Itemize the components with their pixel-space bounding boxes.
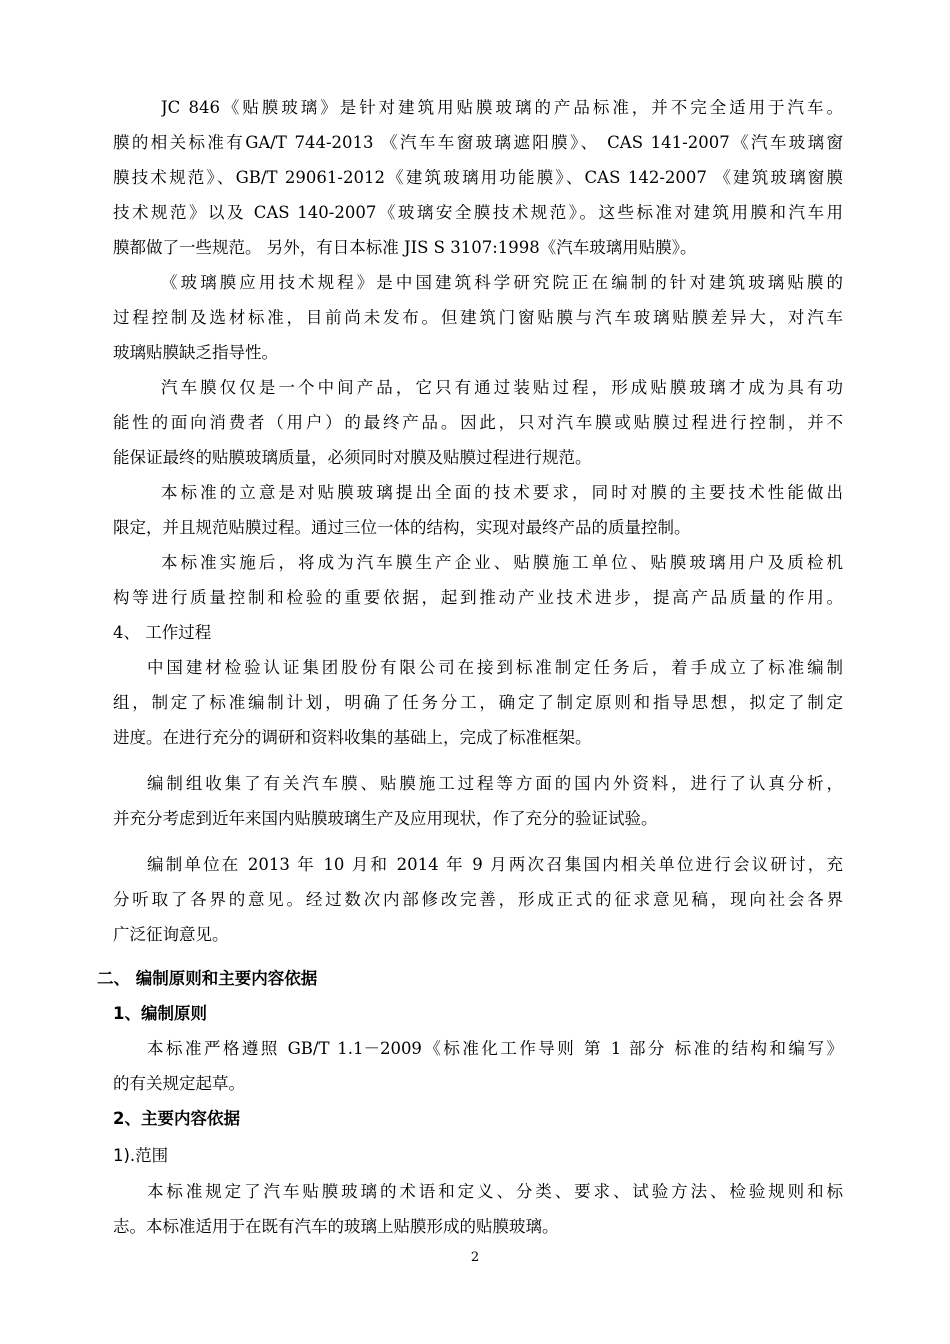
paragraph-line: JC 846《贴膜玻璃》是针对建筑用贴膜玻璃的产品标准，并不完全适用于汽车。 [161, 98, 843, 117]
paragraph-line: 志。本标准适用于在既有汽车的玻璃上贴膜形成的贴膜玻璃。 [113, 1217, 559, 1236]
subsection-heading: 1、编制原则 [113, 1004, 207, 1023]
paragraph-line: 进度。在进行充分的调研和资料收集的基础上，完成了标准框架。 [113, 728, 592, 747]
paragraph-line: 构等进行质量控制和检验的重要依据，起到推动产业技术进步，提高产品质量的作用。 [113, 588, 843, 607]
paragraph-line: 本标准严格遵照 GB/T 1.1－2009《标准化工作导则 第 1 部分 标准的结构和编写》 [147, 1039, 843, 1058]
paragraph-line: 玻璃贴膜缺乏指导性。 [113, 343, 278, 362]
paragraph-line: 《玻璃膜应用技术规程》是中国建筑科学研究院正在编制的针对建筑玻璃贴膜的 [161, 273, 843, 292]
paragraph-line: 编制单位在 2013 年 10 月和 2014 年 9 月两次召集国内相关单位进行会议研讨，充 [147, 855, 843, 874]
page-number: 2 [470, 1250, 480, 1265]
paragraph-line: 限定，并且规范贴膜过程。通过三位一体的结构，实现对最终产品的质量控制。 [113, 518, 691, 537]
paragraph-line: 膜的相关标准有GA/T 744-2013 《汽车车窗玻璃遮阳膜》、 CAS 141-2007《汽车玻璃窗 [113, 133, 843, 152]
paragraph-line: 能保证最终的贴膜玻璃质量，必须同时对膜及贴膜过程进行规范。 [113, 448, 592, 467]
paragraph-line: 组，制定了标准编制计划，明确了任务分工，确定了制定原则和指导思想，拟定了制定 [113, 693, 843, 712]
paragraph-line: 编制组收集了有关汽车膜、贴膜施工过程等方面的国内外资料，进行了认真分析， [147, 774, 843, 793]
paragraph-line: 的有关规定起草。 [113, 1074, 245, 1093]
item-heading: 1).范围 [113, 1146, 169, 1165]
paragraph-line: 广泛征询意见。 [113, 925, 229, 944]
paragraph-line: 本标准规定了汽车贴膜玻璃的术语和定义、分类、要求、试验方法、检验规则和标 [147, 1182, 843, 1201]
paragraph-line: 膜都做了一些规范。 另外，有日本标准 JIS S 3107:1998《汽车玻璃用贴膜》。 [113, 238, 697, 257]
subsection-heading: 2、主要内容依据 [113, 1109, 240, 1128]
paragraph-line: 过程控制及选材标准，目前尚未发布。但建筑门窗贴膜与汽车玻璃贴膜差异大，对汽车 [113, 308, 843, 327]
paragraph-line: 汽车膜仅仅是一个中间产品，它只有通过装贴过程，形成贴膜玻璃才成为具有功 [161, 378, 843, 397]
paragraph-line: 本标准实施后，将成为汽车膜生产企业、贴膜施工单位、贴膜玻璃用户及质检机 [161, 553, 843, 572]
paragraph-line: 能性的面向消费者（用户）的最终产品。因此，只对汽车膜或贴膜过程进行控制，并不 [113, 413, 843, 432]
section-heading: 二、 编制原则和主要内容依据 [97, 969, 318, 988]
paragraph-line: 本标准的立意是对贴膜玻璃提出全面的技术要求，同时对膜的主要技术性能做出 [161, 483, 843, 502]
paragraph-line: 并充分考虑到近年来国内贴膜玻璃生产及应用现状，作了充分的验证试验。 [113, 809, 658, 828]
paragraph-line: 中国建材检验认证集团股份有限公司在接到标准制定任务后，着手成立了标准编制 [147, 658, 843, 677]
paragraph-line: 技术规范》以及 CAS 140-2007《玻璃安全膜技术规范》。这些标准对建筑用膜和汽车用 [113, 203, 843, 222]
section-heading: 4、 工作过程 [113, 623, 212, 642]
paragraph-line: 膜技术规范》、GB/T 29061-2012《建筑玻璃用功能膜》、CAS 142-2007 《建筑玻璃窗膜 [113, 168, 843, 187]
paragraph-line: 分听取了各界的意见。经过数次内部修改完善，形成正式的征求意见稿，现向社会各界 [113, 890, 843, 909]
